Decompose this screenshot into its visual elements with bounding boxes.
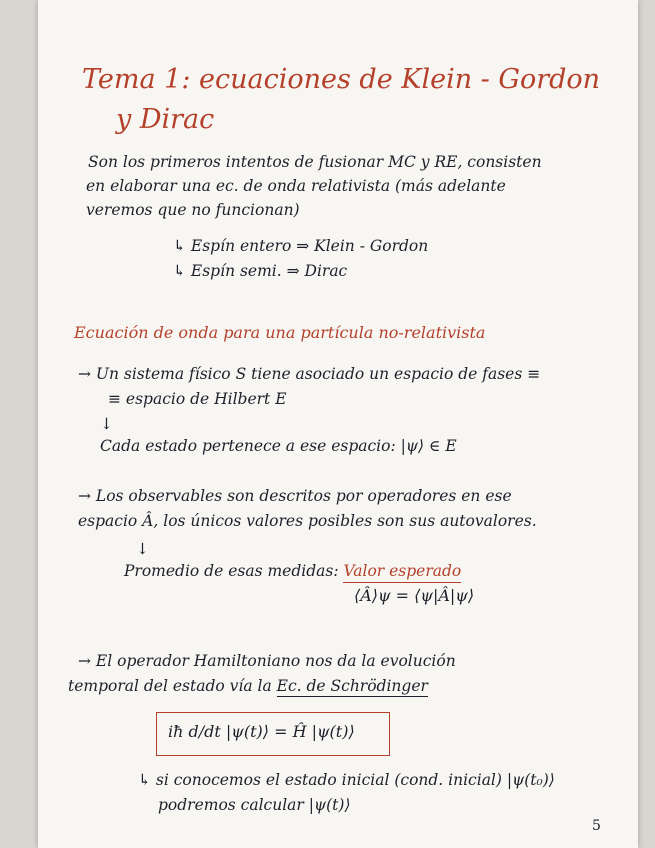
spin-semi-line: ↳ Espín semi. ⇒ Dirac [173, 262, 348, 280]
schrodinger-label: Ec. de Schrödinger [276, 677, 428, 695]
promedio-line [124, 562, 461, 580]
observables-line-2: espacio Â, los únicos valores posibles son sus autovalores. [78, 512, 537, 530]
spin-entero-line: ↳ Espín entero ⇒ Klein - Gordon [173, 237, 429, 255]
intro-line-3: veremos que no funcionan) [86, 201, 300, 219]
expectation-formula: ⟨Â⟩ψ = ⟨ψ|Â|ψ⟩ [354, 586, 475, 605]
observables-line-1: → Los observables son descritos por operadores en ese [78, 487, 512, 505]
down-arrow-icon-2: ↓ [136, 540, 149, 558]
hamiltoniano-line-2 [68, 677, 428, 695]
promedio-text: Promedio de esas medidas: [124, 562, 344, 580]
page-title: Tema 1: ecuaciones de Klein - Gordon [82, 64, 601, 95]
notebook-page [38, 0, 638, 848]
section-heading: Ecuación de onda para una partícula no-relativista [74, 323, 486, 342]
estado-line: Cada estado pertenece a ese espacio: |ψ⟩ ∈ E [100, 437, 457, 455]
page-title-continuation: y Dirac [116, 104, 215, 135]
hilbert-line-1: → Un sistema físico S tiene asociado un espacio de fases ≡ [78, 365, 541, 383]
page-number: 5 [592, 818, 601, 834]
down-arrow-icon: ↓ [100, 415, 113, 433]
temporal-text: temporal del estado vía la [68, 677, 277, 695]
valor-esperado-label: Valor esperado [343, 562, 461, 583]
calcular-line: podremos calcular |ψ(t)⟩ [158, 796, 351, 814]
schrodinger-equation: iħ d/dt |ψ(t)⟩ = Ĥ |ψ(t)⟩ [168, 722, 355, 741]
condicion-inicial-line: ↳ si conocemos el estado inicial (cond. inicial) |ψ(t₀)⟩ [138, 771, 555, 789]
hilbert-line-2: ≡ espacio de Hilbert E [108, 390, 287, 408]
intro-line-1: Son los primeros intentos de fusionar MC y RE, consisten [88, 153, 542, 171]
intro-line-2: en elaborar una ec. de onda relativista (más adelante [86, 177, 506, 195]
hamiltoniano-line-1: → El operador Hamiltoniano nos da la evolución [78, 652, 456, 670]
